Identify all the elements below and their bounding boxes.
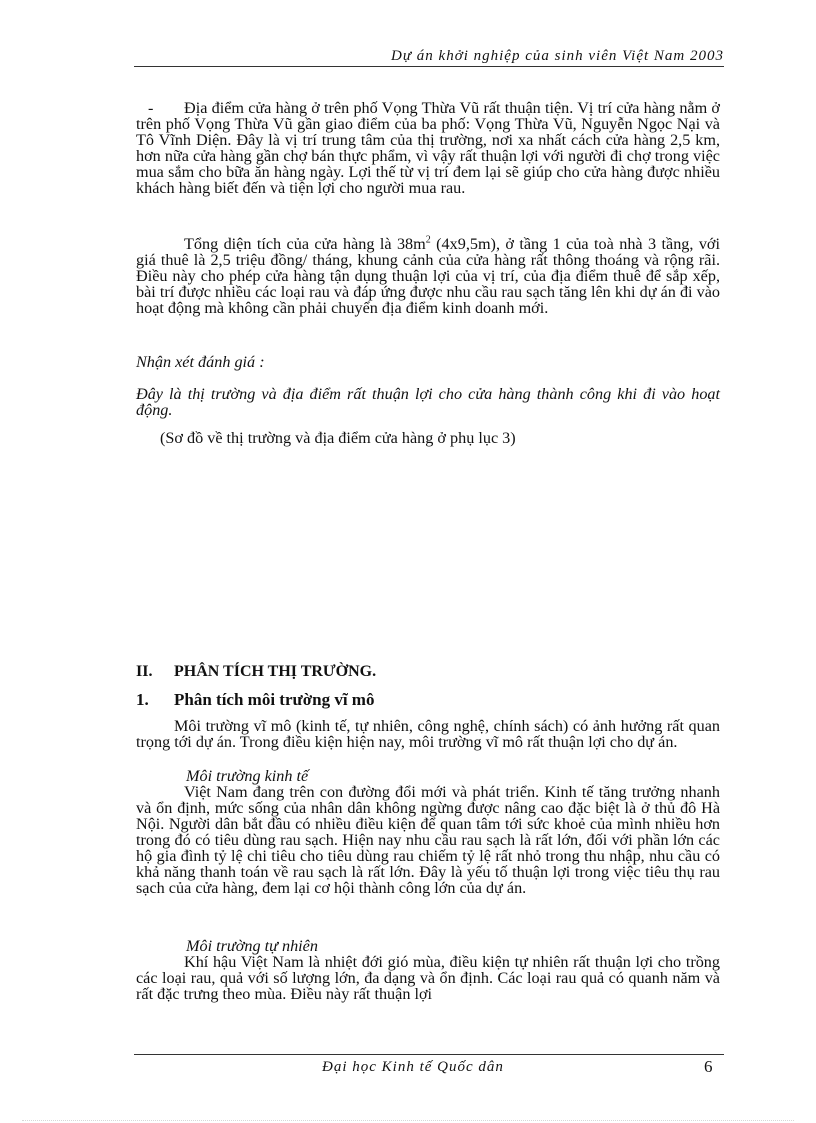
subsection-number: 1. [136,690,149,709]
area-superscript: 2 [425,234,431,246]
area-paragraph-start: Tổng diện tích của cửa hàng là 38m [184,235,426,253]
section-heading-market [136,663,376,681]
review-text: Đây là thị trường và địa điểm rất thuận lợi cho cửa hàng thành công khi đi vào hoạt động. [136,385,720,419]
running-header: Dự án khởi nghiệp của sinh viên Việt Nam 2003 [391,48,724,64]
footer-divider [134,1054,724,1055]
macro-intro-paragraph: Môi trường vĩ mô (kinh tế, tự nhiên, công nghệ, chính sách) có ảnh hưởng rất quan trọng tới dự án. Trong điều kiện hiện nay, môi trường vĩ mô rất thuận lợi cho dự án. [136,717,720,751]
economic-env-paragraph: Việt Nam đang trên con đường đổi mới và phát triển. Kinh tế tăng trưởng nhanh và ổn định, mức sống của nhân dân không ngừng được nâng cao đặc biệt là ở thủ đô Hà Nội. Người dân bắt đầu có nhiều điều kiện để quan tâm tới sức khoẻ của mình nhiều hơn trong đó có tiêu dùng rau sạch. Hiện nay nhu cầu rau sạch là rất lớn, đối với phần lớn các hộ gia đình tỷ lệ chi tiêu cho tiêu dùng rau chiếm tỷ lệ rất nhỏ trong thu nhập, nhu cầu có khả năng thanh toán về rau sạch là rất lớn. Đây là yếu tố thuận lợi trong việc tiêu thụ rau sạch của cửa hàng, đem lại cơ hội thành công lớn của dự án. [136,783,720,897]
header-divider [134,66,724,67]
subsection-heading-macro [136,690,374,710]
natural-env-paragraph: Khí hậu Việt Nam là nhiệt đới gió mùa, điều kiện tự nhiên rất thuận lợi cho trồng các loại rau, quả với số lượng lớn, đa dạng và ổn định. Các loại rau quả có quanh năm và rất đặc trưng theo mùa. Điều này rất thuận lợi [136,953,720,1003]
appendix-note: (Sơ đồ về thị trường và địa điểm cửa hàng ở phụ lục 3) [160,429,516,447]
subsection-title: Phân tích môi trường vĩ mô [174,690,375,709]
natural-env-label: Môi trường tự nhiên [186,937,318,955]
page-number: 6 [704,1057,713,1076]
section-title: PHÂN TÍCH THỊ TRƯỜNG. [174,663,377,680]
location-paragraph: - Địa điểm cửa hàng ở trên phố Vọng Thừa Vũ rất thuận tiện. Vị trí cửa hàng nằm ở trên phố Vọng Thừa Vũ gần giao điểm của ba phố: Vọng Thừa Vũ, Nguyễn Ngọc Nại và Tô Vĩnh Diện. Đây là vị trí trung tâm của thị trường, nơi xa nhất cách cửa hàng 2,5 km, hơn nữa cửa hàng gần chợ bán thực phẩm, vì vậy rất thuận lợi với người đi chợ trong việc mua sắm cho bữa ăn hàng ngày. Lợi thế từ vị trí đem lại sẽ giúp cho cửa hàng được nhiều khách hàng biết đến và tiện lợi cho người mua rau. [136,99,720,197]
economic-env-label: Môi trường kinh tế [186,767,309,785]
running-footer: Đại học Kinh tế Quốc dân [322,1059,504,1075]
location-paragraph-text: Địa điểm cửa hàng ở trên phố Vọng Thừa Vũ rất thuận tiện. Vị trí cửa hàng nằm ở trên phố Vọng Thừa Vũ gần giao điểm của ba phố: Vọng Thừa Vũ, Nguyễn Ngọc Nại và Tô Vĩnh Diện. Đây là vị trí trung tâm của thị trường, nơi xa nhất cách cửa hàng 2,5 km, hơn nữa cửa hàng gần chợ bán thực phẩm, vì vậy rất thuận lợi với người đi chợ trong việc mua sắm cho bữa ăn hàng ngày. Lợi thế từ vị trí đem lại sẽ giúp cho cửa hàng được nhiều khách hàng biết đến và tiện lợi cho người mua rau. [136,99,720,197]
section-number: II. [136,663,153,680]
area-paragraph-end: (4x9,5m), ở tầng 1 của toà nhà 3 tầng, với giá thuê là 2,5 triệu đồng/ tháng, khung cảnh của cửa hàng rất thông thoáng và rộng rãi. Điều này cho phép cửa hàng tận dụng thuận lợi của vị trí, của địa điểm thuê để sắp xếp, bài trí được nhiều các loại rau và đáp ứng được nhu cầu rau sạch tăng lên khi dự án đi vào hoạt động mà không cần phải chuyển địa điểm kinh doanh mới. [136,235,720,317]
review-label: Nhận xét đánh giá : [136,353,265,371]
area-paragraph [136,236,720,316]
page-edge-dots [22,1120,794,1121]
